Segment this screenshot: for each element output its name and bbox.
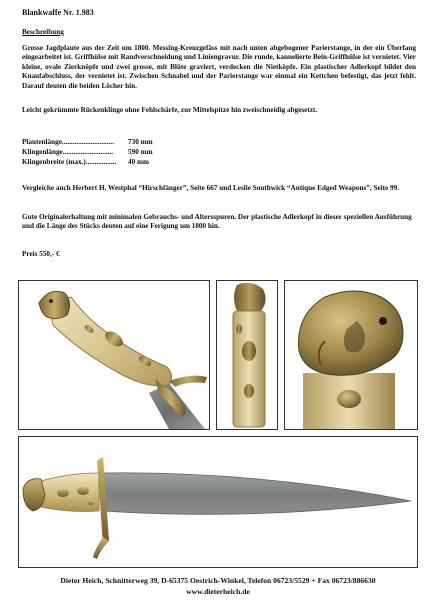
price: Preis 550,- € — [22, 250, 60, 258]
item-title: Blankwaffe Nr. 1.983 — [22, 8, 94, 17]
reference-paragraph: Vergleiche auch Herbert H. Westphal “Hirschfänger”, Seite 667 und Leslie Southwick “Antique Edged Weapons”, Seite 99. — [22, 184, 400, 192]
condition-paragraph: Gute Originalerhaltung mit minimalen Gebrauchs- und Altersspuren. Der plastische Adlerkopf in dieser speziellen Ausführung und die Länge des Stücks deuten auf eine Ferigung um 1800 hin. — [22, 213, 412, 231]
spec-row — [22, 138, 153, 147]
spec-row — [22, 158, 149, 167]
spec-row — [22, 148, 153, 157]
hilt-overview-illustration — [19, 281, 209, 429]
photo-hilt-overview — [18, 280, 210, 430]
spec-label: Klingenlänge............................ — [22, 148, 114, 156]
footer-website[interactable]: www.dieterheich.de — [186, 587, 250, 596]
footer-address: Dieter Heich, Schnitterweg 39, D-65375 Oestrich-Winkel, Telefon 06723/5529 + Fax 06723/886630 — [60, 576, 376, 585]
spec-label: Plautenlänge............................. — [22, 138, 115, 146]
spec-value: 730 mm — [128, 138, 153, 146]
blade-paragraph: Leicht gekrümmte Rückenklinge ohne Fehlschärfe, zur Mittelspitze hin zweischneidig abgesetzt. — [22, 106, 318, 114]
spec-label: Klingenbreite (max.)................. — [22, 158, 117, 166]
photo-grip-detail — [216, 280, 278, 430]
section-heading: Beschreibung — [22, 28, 64, 36]
full-sword-illustration — [19, 437, 417, 567]
photo-eagle-head-pommel — [284, 280, 418, 430]
description-paragraph: Grosse Jagdplaute aus der Zeit um 1800. Messing-Kreuzgefäss mit nach unten abgebogener Parierstange, in der ein Überfang eingearbeitet ist. Griffhülse mit Randverschneidung und Liniengravur. Die runde, kannelierte Bein-Griffhülse ist vernietet. Vier kleine, ovale Zierknöpfe und zwei grosse, mit Blüte graviert, verdecken die Nietköpfe. Ein plastischer Adlerkopf bildet den Knaufabschluss, der vernietet ist. Zwischen Schnabel und der Parierstange war einmal ein Kettchen befestigt, das jetzt fehlt. Darauf deuten die beiden Löcher hin. — [22, 44, 416, 90]
spec-value: 590 mm — [128, 148, 153, 156]
photo-full-sword — [18, 436, 418, 568]
grip-detail-illustration — [217, 281, 277, 429]
eagle-head-illustration — [285, 281, 417, 429]
spec-value: 40 mm — [128, 158, 149, 166]
